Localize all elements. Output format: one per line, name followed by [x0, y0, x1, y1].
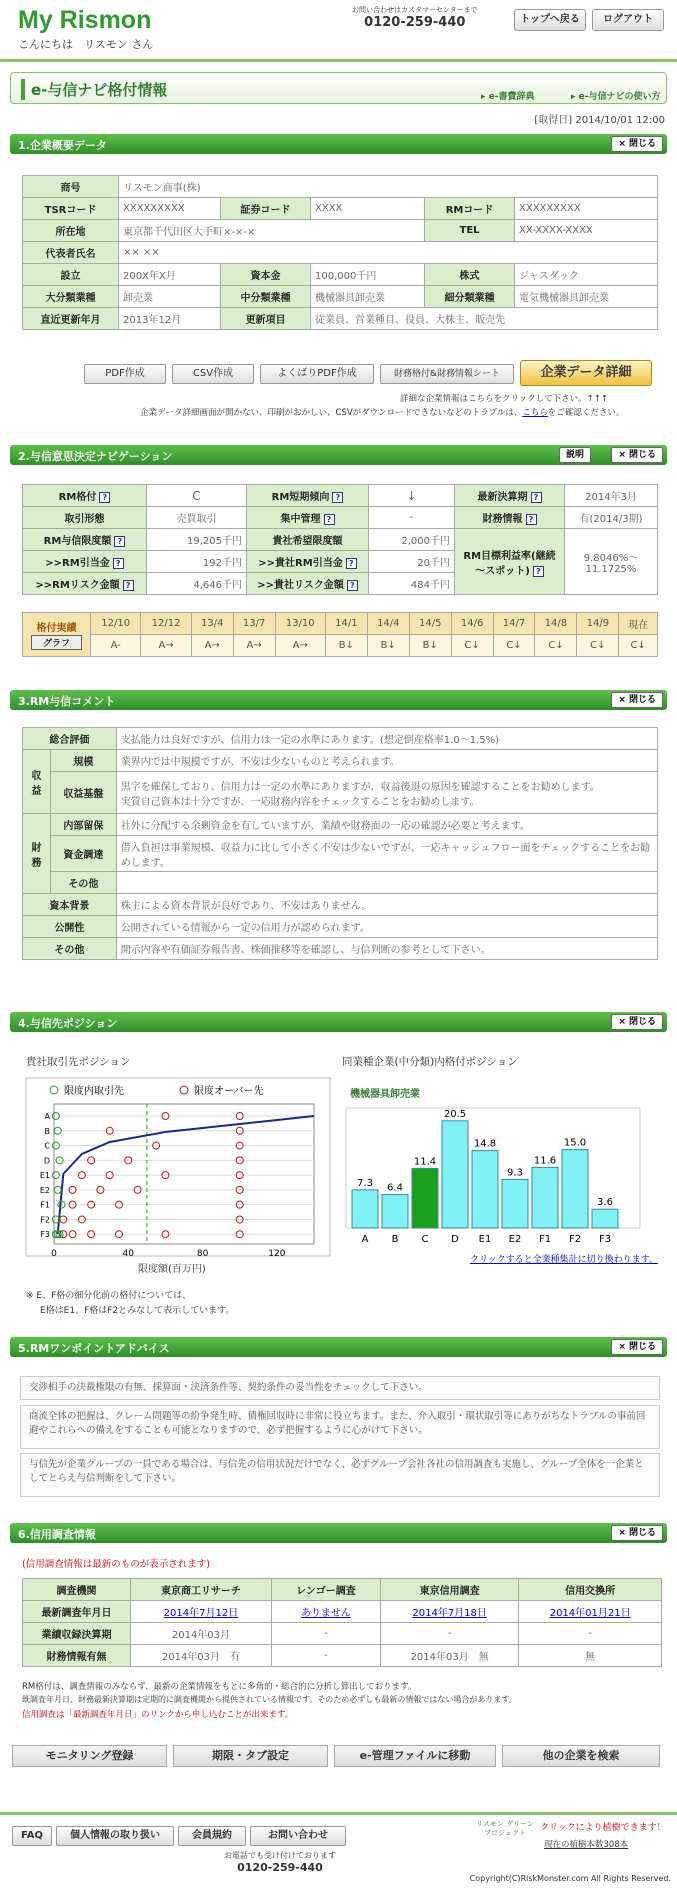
all-industry-link[interactable]: クリックすると全業種集計に切り換わります。	[470, 1255, 658, 1265]
phone-number: 0120-259-440	[237, 1861, 323, 1874]
credit-foot-1: RM格付は、調査情報のみならず、最新の企業情報をもとに多角的・総合的に分析し算出しております。	[22, 1682, 417, 1692]
cell: 設立	[23, 264, 119, 286]
bar-value-label: 3.6	[597, 1197, 613, 1209]
copyright: Copyright(C)RiskMonster.com All Rights Reserved.	[469, 1874, 671, 1883]
e-file-button[interactable]: e-管理ファイルに移動	[334, 1745, 496, 1767]
bar-C	[412, 1168, 438, 1228]
comment-table	[22, 727, 658, 960]
bar-category-label: F2	[568, 1234, 582, 1245]
bar-E1	[472, 1151, 498, 1228]
cell: 証券コード	[221, 198, 311, 220]
bar-category-label: C	[421, 1234, 429, 1245]
cell: 2013年12月	[119, 308, 221, 330]
cell: 株主による資本背景が良好であり、不安はありません。	[116, 894, 657, 916]
cell: XXXXXXXXX	[119, 198, 221, 220]
bar-category-label: F1	[538, 1234, 552, 1245]
help-icon[interactable]: ?	[324, 514, 335, 525]
bar-D	[442, 1121, 468, 1228]
cell	[116, 872, 657, 894]
history-value: C↓	[493, 635, 535, 657]
detail-note: 詳細な企業情報はこちらをクリックして下さい。↑↑↑	[400, 394, 609, 404]
contact-info	[352, 6, 478, 30]
cell: RM短期傾向	[271, 492, 330, 503]
credit-foot-3: 信用調査は「最新調査年月日」のリンクから申し込むことが出来ます。	[22, 1710, 294, 1720]
history-period: 13/7	[233, 613, 275, 635]
history-value: C↓	[577, 635, 619, 657]
cell: 公開性	[23, 916, 117, 938]
footer-rule	[0, 1812, 677, 1815]
section-comment-header	[10, 690, 667, 710]
navigation-table	[22, 484, 658, 595]
close-button[interactable]: × 閉じる	[611, 692, 663, 708]
credit-note: (信用調査情報は最新のものが表示されます)	[22, 1559, 210, 1570]
cell: 所在地	[23, 220, 119, 242]
left-chart-title: 貴社取引先ポジション	[26, 1056, 131, 1068]
help-icon[interactable]: ?	[99, 492, 110, 503]
cell: 業績収録決算期	[23, 1623, 131, 1645]
advice-item: 交渉相手の決裁権限の有無、採算面・決済条件等、契約条件の妥当性をチェックして下さい。	[20, 1376, 660, 1400]
cell: 9.8046%～11.1725%	[565, 529, 658, 595]
rating-history-table	[22, 612, 658, 657]
cell: 有(2014/3期)	[565, 507, 658, 529]
history-period: 14/4	[367, 613, 409, 635]
bar-E2	[502, 1179, 528, 1228]
cell: 集中管理	[280, 514, 321, 525]
history-period: 14/1	[325, 613, 367, 635]
trouble-text: 企業データ詳細画面が開かない、印刷がおかしい、CSVがダウンロードできないなどのトラブルは、	[140, 408, 523, 418]
section-position-header	[10, 1012, 667, 1032]
green-project-logo[interactable]: リスモン グリーン プロジェクト	[476, 1820, 534, 1837]
advice-item: 与信先が企業グループの一員である場合は、与信先の信用状況だけでなく、必ずグループ会社各社の信用調査も実施し、グループ全体を一企業としてとらえ与信判断をして下さい。	[20, 1453, 660, 1497]
cell: 東京都千代田区大手町×-×-×	[119, 220, 425, 242]
section-title: 5.RMワンポイントアドバイス	[18, 1342, 170, 1355]
cell: 大分類業種	[23, 286, 119, 308]
help-icon[interactable]: ?	[346, 558, 357, 569]
history-label: 格付実績	[36, 622, 77, 634]
cell: 信用交換所	[519, 1579, 662, 1601]
section-company-header	[10, 134, 667, 154]
cell: -	[369, 507, 455, 529]
cell: 2014年3月	[565, 485, 658, 507]
cell: XX-XXXX-XXXX	[515, 220, 658, 242]
bar-value-label: 7.3	[357, 1177, 373, 1189]
terms-button[interactable]: 会員規約	[178, 1826, 246, 1846]
cell: 規模	[51, 750, 117, 772]
history-value: C↓	[451, 635, 493, 657]
cell: 貴社希望限度額	[247, 529, 369, 551]
history-value: A→	[141, 635, 191, 657]
cell: C	[147, 485, 247, 507]
plant-click-text[interactable]: クリックにより植樹できます！	[540, 1823, 666, 1833]
csv-button[interactable]: CSV作成	[172, 364, 254, 384]
y-tick-label: C	[44, 1141, 50, 1151]
planted-count: 現在の植樹本数308本	[544, 1840, 629, 1850]
faq-button[interactable]: FAQ	[12, 1826, 52, 1846]
section-title: 2.与信意思決定ナビゲーション	[18, 450, 173, 463]
ef-note-1: ※ E、F格の細分化前の格付については、	[26, 1291, 192, 1301]
bar-category-label: B	[391, 1234, 399, 1245]
cell: >>RM引当金	[45, 558, 110, 569]
company-table	[22, 175, 658, 330]
history-period: 12/10	[91, 613, 141, 635]
bar-value-label: 6.4	[387, 1182, 403, 1194]
history-value: A→	[233, 635, 275, 657]
cell: 業界内では中規模ですが、不安は少ないものと考えられます。	[116, 750, 657, 772]
cell: 更新項目	[221, 308, 311, 330]
section-credit-header	[10, 1523, 667, 1543]
y-tick-label: F1	[40, 1200, 50, 1210]
help-icon[interactable]: ?	[123, 580, 134, 591]
help-icon[interactable]: ?	[347, 580, 358, 591]
bar-F2	[562, 1150, 588, 1228]
y-tick-label: B	[44, 1126, 50, 1136]
cell: XXXXXXXXX	[515, 198, 658, 220]
cell: ×× ××	[119, 242, 658, 264]
help-icon[interactable]: ?	[533, 566, 544, 577]
cell: >>貴社リスク金額	[257, 580, 344, 591]
cell: 借入負担は事業規模、収益力に比して小さく不安は少ないですが、一応キャッシュフロー面をチェックすることをお勧めします。	[116, 836, 657, 872]
survey-link[interactable]: 2014年7月12日	[131, 1601, 272, 1623]
history-period: 13/10	[275, 613, 325, 635]
cell: 財務情報	[482, 514, 523, 525]
history-period: 14/8	[535, 613, 577, 635]
history-period: 14/9	[577, 613, 619, 635]
cell: 財務	[23, 814, 51, 894]
cell: 4,646千円	[147, 573, 247, 595]
finance-sheet-button[interactable]: 財務格付&財務情報シート	[380, 364, 514, 384]
help-icon[interactable]: ?	[531, 492, 542, 503]
history-value: C↓	[619, 635, 658, 657]
x-tick-label: 120	[268, 1249, 286, 1259]
advice-item: 商流全体の把握は、クレーム問題等の紛争発生時、債権回収時に非常に役立ちます。また、介入取引・環状取引等にありがちなトラブルの事前回避やこれらへの備えをすることも可能となりますので、必ず把握するように心がけて下さい。	[20, 1405, 660, 1449]
x-tick-label: 80	[196, 1249, 209, 1259]
bar-F1	[532, 1167, 558, 1228]
dictionary-link[interactable]: ▸ e-書費辞典	[481, 92, 535, 102]
section-navigation-header	[10, 445, 667, 465]
ef-note-2: E格はE1、F格はF2とみなして表示しています。	[40, 1306, 235, 1316]
close-button[interactable]: × 閉じる	[611, 1014, 663, 1030]
trouble-link[interactable]: こちら	[522, 408, 548, 418]
cell: その他	[23, 938, 117, 960]
survey-link[interactable]: ありません	[271, 1601, 380, 1623]
bar-plot-area	[346, 1108, 640, 1245]
history-value: C↓	[535, 635, 577, 657]
contact-label: お問い合わせはカスタマーセンターまで	[352, 6, 478, 14]
survey-link[interactable]: 2014年01月21日	[519, 1601, 662, 1623]
privacy-button[interactable]: 個人情報の取り扱い	[56, 1826, 174, 1846]
top-button[interactable]: トップへ戻る	[514, 9, 586, 31]
cell: >>RMリスク金額	[35, 580, 120, 591]
bar-category-label: F3	[598, 1234, 612, 1245]
y-tick-label: F2	[40, 1215, 50, 1225]
cell: 2,000千円	[369, 529, 455, 551]
cell: 電気機械器具卸売業	[515, 286, 658, 308]
bar-category-label: A	[361, 1234, 369, 1245]
cell: 黒字を確保しており、信用力は一定の水準にありますが、収益後退の原因を確認することをお勧めします。 実質自己資本は十分ですが、一応財務内容をチェックすることをお勧めします。	[116, 772, 657, 814]
survey-link[interactable]: 2014年7月18日	[380, 1601, 518, 1623]
howto-link[interactable]: ▸ e-与信ナビの使い方	[571, 92, 661, 102]
close-button[interactable]: × 閉じる	[611, 1525, 663, 1541]
cell: 財務情報有無	[23, 1645, 131, 1667]
section-title: 3.RM与信コメント	[18, 695, 116, 708]
y-tick-label: F3	[40, 1230, 50, 1240]
cell: -	[271, 1623, 380, 1645]
industry-bar-chart	[344, 1100, 644, 1250]
cell: リスモン商事(株)	[119, 176, 658, 198]
y-tick-label: E1	[39, 1171, 50, 1181]
history-period: 14/6	[451, 613, 493, 635]
y-tick-label: A	[44, 1112, 50, 1121]
cell: 直近更新年月	[23, 308, 119, 330]
period-tab-button[interactable]: 期限・タブ設定	[173, 1745, 328, 1767]
contact-button[interactable]: お問い合わせ	[250, 1826, 346, 1846]
cell: ↓	[369, 485, 455, 507]
contact-phone: 0120-259-440	[364, 15, 466, 30]
bar-F3	[592, 1209, 618, 1228]
cell: 19,205千円	[147, 529, 247, 551]
close-button[interactable]: × 閉じる	[611, 136, 663, 152]
cell: >>貴社RM引当金	[258, 558, 343, 569]
cell: RMコード	[425, 198, 515, 220]
section-title: 4.与信先ポジション	[18, 1017, 118, 1030]
cell: TSRコード	[23, 198, 119, 220]
legend-over-label: 限度オーバー先	[194, 1086, 264, 1097]
cell: 調査機関	[23, 1579, 131, 1601]
credit-table	[22, 1578, 662, 1667]
cell: 卸売業	[119, 286, 221, 308]
cell: RM目標利益率(継続～スポット)	[463, 550, 556, 577]
cell: 2014年03月	[131, 1623, 272, 1645]
pdf-button[interactable]: PDF作成	[84, 364, 166, 384]
cell: 20千円	[369, 551, 455, 573]
cell: 商号	[23, 176, 119, 198]
cell: 支払能力は良好ですが、信用力は一定の水準にあります。(想定倒産格率1.0〜1.5%)	[116, 728, 657, 750]
monitoring-button[interactable]: モニタリング登録	[12, 1745, 167, 1767]
cell: 売買取引	[147, 507, 247, 529]
logout-button[interactable]: ログアウト	[592, 9, 664, 31]
bar-value-label: 15.0	[563, 1137, 587, 1149]
cell: 資金調達	[51, 836, 117, 872]
history-value: A→	[191, 635, 233, 657]
bar-value-label: 11.6	[533, 1155, 557, 1167]
bar-B	[382, 1195, 408, 1228]
bar-value-label: 9.3	[507, 1167, 523, 1179]
section-advice-header	[10, 1337, 667, 1357]
company-detail-button[interactable]: 企業データ詳細	[520, 360, 652, 386]
cell: 無	[519, 1645, 662, 1667]
cell: -	[380, 1623, 518, 1645]
cell: 484千円	[369, 573, 455, 595]
trouble-end: をご確認ください。	[547, 408, 625, 418]
position-scatter-chart	[24, 1076, 334, 1260]
footer-phone	[210, 1850, 350, 1874]
page-title: e-与信ナビ格付情報	[21, 79, 167, 100]
bar-value-label: 11.4	[413, 1156, 437, 1168]
bar-category-label: E2	[508, 1234, 522, 1245]
help-icon[interactable]: ?	[526, 514, 537, 525]
cell: 従業員、営業種目、役員、大株主、販売先	[311, 308, 658, 330]
history-value: A-	[91, 635, 141, 657]
history-period: 12/12	[141, 613, 191, 635]
graph-button[interactable]: グラフ	[31, 635, 82, 650]
cell: 開示内容や有価証券報告書、株価推移等を確認し、与信判断の参考として下さい。	[116, 938, 657, 960]
history-period: 現在	[619, 613, 658, 635]
logo[interactable]: My Rismon	[18, 6, 152, 34]
history-value: A→	[275, 635, 325, 657]
cell: 2014年03月 無	[380, 1645, 518, 1667]
y-tick-label: D	[43, 1156, 50, 1166]
cell: 取引形態	[23, 507, 147, 529]
cell: 内部留保	[51, 814, 117, 836]
cell: 最新調査年月日	[23, 1601, 131, 1623]
cell: 収益	[23, 750, 51, 814]
bar-A	[352, 1190, 378, 1228]
history-value: B↓	[325, 635, 367, 657]
cell: 機械器具卸売業	[311, 286, 425, 308]
cell: レンゴー調査	[271, 1579, 380, 1601]
help-icon[interactable]: ?	[332, 492, 343, 503]
cell: 中分類業種	[221, 286, 311, 308]
help-icon[interactable]: ?	[114, 536, 125, 547]
close-button[interactable]: × 閉じる	[611, 1339, 663, 1355]
greeting: こんにちは リスモン さん	[18, 38, 154, 51]
history-period: 13/4	[191, 613, 233, 635]
x-tick-label: 40	[122, 1249, 135, 1259]
close-button[interactable]: × 閉じる	[611, 447, 663, 463]
history-period: 14/7	[493, 613, 535, 635]
bar-category-label: D	[451, 1234, 459, 1245]
page-title-bar	[10, 72, 667, 104]
phone-label: お電話でも受け付けております	[224, 1851, 336, 1860]
history-period: 14/5	[409, 613, 451, 635]
cell: 東京商工リサーチ	[131, 1579, 272, 1601]
bar-value-label: 14.8	[473, 1138, 497, 1150]
help-icon[interactable]: ?	[113, 558, 124, 569]
cell: 収益基盤	[51, 772, 117, 814]
cell: RM与信限度額	[43, 536, 112, 547]
cell: 192千円	[147, 551, 247, 573]
acquired-date: [取得日] 2014/10/01 12:00	[534, 115, 665, 126]
cell: 細分類業種	[425, 286, 515, 308]
scatter-plot-area	[40, 1104, 314, 1259]
industry-label: 機械器具卸売業	[350, 1089, 420, 1100]
cell: 資本背景	[23, 894, 117, 916]
cell: 200X年X月	[119, 264, 221, 286]
cell: 株式	[425, 264, 515, 286]
section-title: 1.企業概要データ	[18, 139, 107, 152]
bar-category-label: E1	[478, 1234, 492, 1245]
cell: その他	[51, 872, 117, 894]
header	[0, 0, 677, 62]
credit-foot-2: 既調査年月日、財務最新決算期は定期的に調査機関から提供されている情報です。そのため必ずしも最新の情報ではない場合があります。	[22, 1695, 517, 1704]
cell: 総合評価	[23, 728, 117, 750]
scatter-axes	[54, 1104, 314, 1244]
cell: 最新決算期	[477, 492, 528, 503]
cell: 資本金	[221, 264, 311, 286]
cell: 社外に分配する余剰資金を有していますが、業績や財務面の一応の確認が必要と考えます。	[116, 814, 657, 836]
history-value: B↓	[367, 635, 409, 657]
x-tick-label: 0	[51, 1249, 57, 1259]
explain-button[interactable]: 説明	[559, 447, 591, 463]
cell: TEL	[425, 220, 515, 242]
section-title: 6.信用調査情報	[18, 1528, 96, 1541]
cell: 代表者氏名	[23, 242, 119, 264]
x-axis-label: 限度額(百万円)	[138, 1264, 206, 1275]
cell: XXXX	[311, 198, 425, 220]
trouble-note	[140, 406, 624, 418]
bar-value-label: 20.5	[443, 1108, 467, 1120]
cell: 100,000千円	[311, 264, 425, 286]
cell: -	[271, 1645, 380, 1667]
y-tick-label: E2	[39, 1185, 50, 1195]
cell: 東京信用調査	[380, 1579, 518, 1601]
right-chart-title: 同業種企業(中分類)内格付ポジション	[342, 1056, 518, 1068]
cell: -	[519, 1623, 662, 1645]
legend-in-label: 限度内取引先	[64, 1086, 124, 1097]
history-value: B↓	[409, 635, 451, 657]
search-company-button[interactable]: 他の企業を検索	[502, 1745, 660, 1767]
cell: ジャスダック	[515, 264, 658, 286]
cell: 2014年03月 有	[131, 1645, 272, 1667]
cell: 公開されている情報から一定の信用力が認められます。	[116, 916, 657, 938]
greedy-pdf-button[interactable]: よくばりPDF作成	[260, 364, 374, 384]
cell: RM格付	[58, 492, 97, 503]
